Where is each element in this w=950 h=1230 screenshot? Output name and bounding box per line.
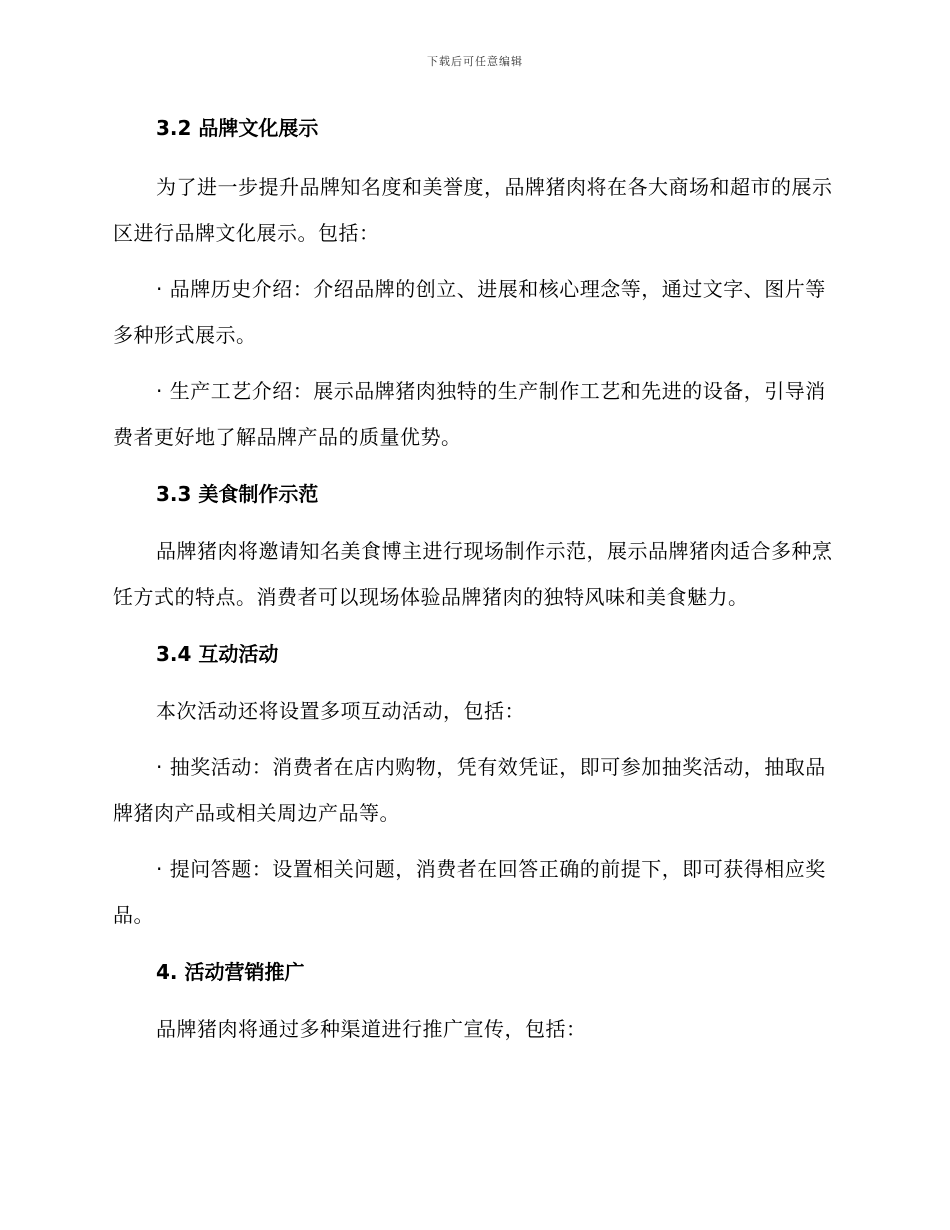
paragraph-cooking-demo: 品牌猪肉将邀请知名美食博主进行现场制作示范，展示品牌猪肉适合多种烹饪方式的特点。消费者可以现场体验品牌猪肉的独特风味和美食魅力。 (113, 539, 833, 609)
bullet-brand-history: · 品牌历史介绍：介绍品牌的创立、进展和核心理念等，通过文字、图片等多种形式展示。 (113, 277, 826, 347)
section-heading-3-3: 3.3 美食制作示范 (156, 482, 319, 506)
paragraph-interactive-intro: 本次活动还将设置多项互动活动，包括： (156, 699, 525, 723)
spacer (113, 620, 837, 630)
spacer (113, 460, 837, 470)
paragraph-brand-culture-intro: 为了进一步提升品牌知名度和美誉度，品牌猪肉将在各大商场和超市的展示区进行品牌文化展示。包括： (113, 175, 833, 245)
section-heading-3-4: 3.4 互动活动 (156, 642, 279, 666)
spacer (113, 836, 837, 846)
bullet-quiz: · 提问答题：设置相关问题，消费者在回答正确的前提下，即可获得相应奖品。 (113, 857, 826, 927)
spacer (113, 678, 837, 688)
spacer (113, 938, 837, 948)
section-heading-3-2: 3.2 品牌文化展示 (156, 116, 319, 140)
spacer (113, 152, 837, 164)
bullet-production-process: · 生产工艺介绍：展示品牌猪肉独特的生产制作工艺和先进的设备，引导消费者更好地了解品牌产品的质量优势。 (113, 379, 826, 449)
spacer (113, 256, 837, 266)
bullet-lottery: · 抽奖活动：消费者在店内购物，凭有效凭证，即可参加抽奖活动，抽取品牌猪肉产品或相关周边产品等。 (113, 755, 826, 825)
document-body (113, 104, 837, 1052)
page-header-note: 下载后可任意编辑 (427, 55, 523, 68)
paragraph-marketing-intro: 品牌猪肉将通过多种渠道进行推广宣传，包括： (156, 1017, 587, 1041)
spacer (113, 734, 837, 744)
spacer (113, 996, 837, 1006)
section-heading-4: 4. 活动营销推广 (156, 960, 305, 984)
spacer (113, 358, 837, 368)
spacer (113, 518, 837, 528)
